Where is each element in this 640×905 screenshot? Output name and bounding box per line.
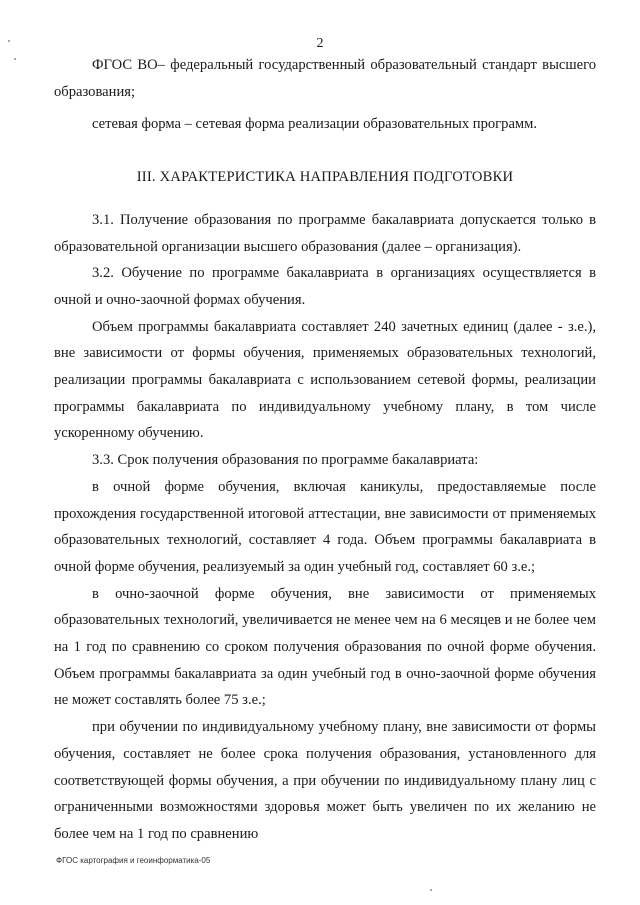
scan-speck bbox=[14, 58, 16, 60]
paragraph-individual-plan: при обучении по индивидуальному учебному плану, вне зависимости от формы обучения, составляет не более срока получения образования, установленного для соответствующей формы обучения, а при обучении по индивидуальному плану лиц с ограниченными возможностями здоровья может быть увеличен по их желанию не более чем на 1 год по сравнению bbox=[54, 719, 596, 842]
document-body bbox=[54, 52, 596, 848]
scan-speck bbox=[430, 889, 432, 891]
paragraph-3-1: 3.1. Получение образования по программе бакалавриата допускается только в образовательной организации высшего образования (далее – организация). bbox=[54, 211, 596, 255]
page-number: 2 bbox=[316, 36, 324, 51]
paragraph-part-time: в очно-заочной форме обучения, вне зависимости от применяемых образовательных технологий, увеличивается не менее чем на 6 месяцев и не более чем на 1 год по сравнению со сроком получения образования по очной форме обучения. Объем программы бакалавриата за один учебный год в очно-заочной форме обучения не может составлять более 75 з.е.; bbox=[54, 585, 596, 709]
page-footer: ФГОС картография и геоинформатика-05 bbox=[56, 856, 211, 865]
paragraph-3-2: 3.2. Обучение по программе бакалавриата в организациях осуществляется в очной и очно-заочной формах обучения. bbox=[54, 265, 596, 308]
paragraph-fgos-definition: ФГОС ВО– федеральный государственный образовательный стандарт высшего образования; bbox=[54, 57, 596, 100]
paragraph-3-3: 3.3. Срок получения образования по программе бакалавриата: bbox=[92, 452, 479, 469]
section-heading: III. ХАРАКТЕРИСТИКА НАПРАВЛЕНИЯ ПОДГОТОВКИ bbox=[136, 169, 514, 186]
paragraph-full-time: в очной форме обучения, включая каникулы, предоставляемые после прохождения государственной итоговой аттестации, вне зависимости от применяемых образовательных технологий, составляет 4 года. Объем программы бакалавриата в очной форме обучения, реализуемый за один учебный год, составляет 60 з.е.; bbox=[54, 478, 596, 575]
paragraph-volume: Объем программы бакалавриата составляет 240 зачетных единиц (далее - з.е.), вне зависимости от формы обучения, применяемых образовательных технологий, реализации программы бакалавриата с использованием сетевой формы, реализации программы бакалавриата по индивидуальному учебному плану, в том числе ускоренному обучению. bbox=[54, 318, 596, 442]
paragraph-network-definition: сетевая форма – сетевая форма реализации образовательных программ. bbox=[92, 116, 538, 133]
